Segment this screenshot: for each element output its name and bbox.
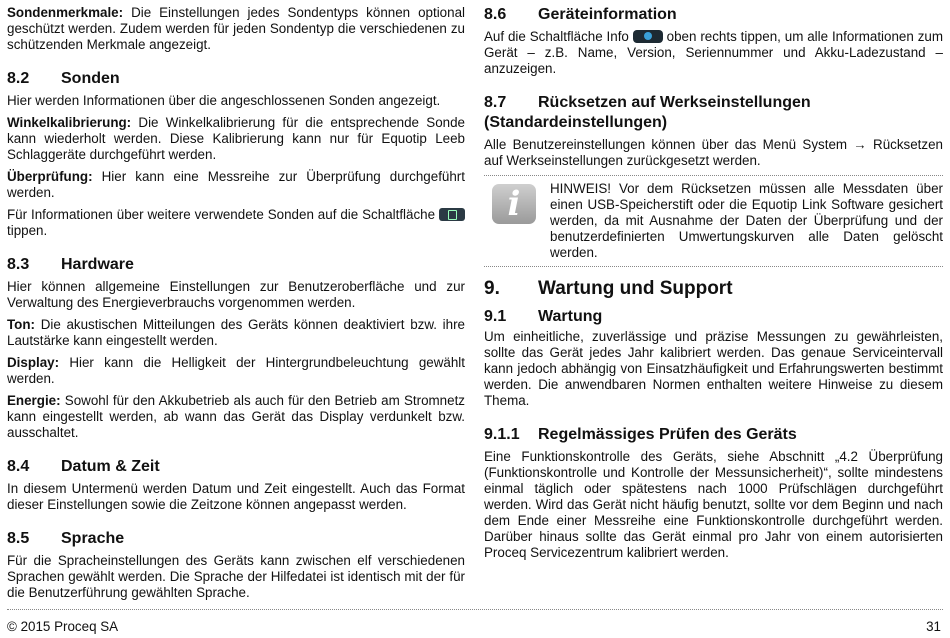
section-heading-8-3 [7,255,465,275]
paragraph: Für die Spracheinstellungen des Geräts kann zwischen elf verschiedenen Sprachen gewählt werden. Die Sprache der Hilfedatei ist identisch mit der für die Benutzerführung gewählten Sprache. [7,553,465,600]
paragraph-sonden-info [7,207,465,239]
paragraph-sondenmerkmale [7,5,465,53]
section-number: 8.3 [7,256,30,273]
paragraph-energie [7,393,465,441]
paragraph: Um einheitliche, zuverlässige und präzise Messungen zu gewährleisten, sollte das Gerät jedes Jahr kalibriert werden. Das genaue Serviceintervall kann jedoch abhängig von Einsatzhäufigkeit und Erfahrungswerten bestimmt werden. Die anwendbaren Normen enthalten weitere Hinweise zu diesem Thema. [484,329,943,408]
term-label: Überprüfung: [7,169,93,184]
section-number: 8.6 [484,6,507,23]
term-label: Energie: [7,393,61,408]
right-column [484,5,943,567]
section-title: Datum & Zeit [61,458,160,475]
section-title: Geräteinformation [538,6,677,23]
info-icon: i [492,184,536,224]
section-number: 9.1.1 [484,426,520,443]
section-number: 8.2 [7,70,30,87]
paragraph-winkelkalibrierung [7,115,465,163]
paragraph-text: Für Informationen über weitere verwendete Sonden auf die Schaltfläche [7,207,436,222]
left-column [7,5,465,607]
section-heading-9-1-1 [484,425,943,445]
footer-divider [7,609,943,610]
paragraph: Alle Benutzereinstellungen können über das Menü System → Rücksetzen auf Werkseinstellungen zurückgesetzt werden. [484,137,943,168]
section-title: Regelmässiges Prüfen des Geräts [538,426,797,443]
section-number: 8.4 [7,458,30,475]
paragraph-text: Hier kann eine Messreihe zur Überprüfung durchgeführt werden. [7,169,465,200]
term-label: Sondenmerkmale: [7,5,124,20]
term-label: Ton: [7,317,36,332]
section-heading-8-5 [7,529,465,549]
paragraph-text: Sowohl für den Akkubetrieb als auch für den Betrieb am Stromnetz kann eingestellt werden, ab wann das Gerät das Display verdunkelt bzw. ausschaltet. [7,393,465,440]
paragraph: Hier werden Informationen über die angeschlossenen Sonden angezeigt. [7,93,441,108]
section-number: 8.7 [484,94,507,111]
term-label: Winkelkalibrierung: [7,115,132,130]
section-title: Hardware [61,256,134,273]
section-heading-8-6 [484,5,943,25]
paragraph-text: Die Einstellungen jedes Sondentyps können optional geschützt werden. Zudem werden für jeden Sondentyp die verschiedenen zu schützenden Merkmale angezeigt. [7,5,465,52]
paragraph-text: Die Winkelkalibrierung für die entsprechende Sonde kann wiederholt werden. Diese Kalibrierung kann nur für Equotip Leeb Schlaggeräte durchgeführt werden. [7,115,465,162]
term-label: Display: [7,355,60,370]
paragraph-text: tippen. [7,223,48,238]
section-number: 9.1 [484,308,507,325]
section-title: Rücksetzen auf Werkseinstellungen (Standardeinstellungen) [484,94,811,131]
section-title: Wartung [538,308,603,325]
paragraph: In diesem Untermenü werden Datum und Zeit eingestellt. Auch das Format dieser Einstellungen sowie die Zeitzone können angepasst werden. [7,481,465,512]
paragraph-ueberpruefung [7,169,465,201]
chapter-heading-9 [484,277,943,301]
paragraph-text: Auf die Schaltfläche Info [484,29,629,44]
section-number: 8.5 [7,530,30,547]
paragraph-display [7,355,465,387]
info-button-icon [633,30,663,43]
paragraph-text: Die akustischen Mitteilungen des Geräts können deaktiviert bzw. ihre Lautstärke kann eingestellt werden. [7,317,465,348]
footer-copyright: © 2015 Proceq SA [7,619,119,634]
section-heading-8-2 [7,69,465,89]
note-text: HINWEIS! Vor dem Rücksetzen müssen alle Messdaten über einen USB-Speicherstift oder die Equotip Link Software gesichert werden, da mit Ausnahme der Daten der Überprüfung und der benutzerdefinierten Umwertungskurven alle Daten gelöscht werden. [550,181,943,260]
section-heading-8-4 [7,457,465,477]
note-box [484,175,943,267]
section-title: Wartung und Support [538,278,733,299]
probe-button-icon [439,208,465,221]
paragraph-geraeteinfo [484,29,943,77]
section-number: 9. [484,278,500,299]
section-heading-8-7 [484,93,943,133]
paragraph: Eine Funktionskontrolle des Geräts, siehe Abschnitt „4.2 Überprüfung (Funktionskontrolle und Kontrolle der Messunsicherheit)“, sollte mindestens einmal täglich oder spätestens nach 1000 Prüfschlägen durchgeführt werden. Wird das Gerät nicht häufig benutzt, sollte vor dem Beginn und nach dem Ende einer Messreihe eine Funktionskontrolle durchgeführt werden. Darüber hinaus sollte das Gerät einmal pro Jahr von einem autorisierten Proceq Servicezentrum kalibriert werden. [484,449,943,560]
page-number: 31 [926,619,941,634]
section-title: Sonden [61,70,120,87]
section-heading-9-1 [484,307,943,327]
paragraph-text: oben rechts tippen, um alle Informationen zum Gerät – z.B. Name, Version, Seriennummer und Akku-Ladezustand – anzuzeigen. [484,29,943,76]
paragraph: Hier können allgemeine Einstellungen zur Benutzeroberfläche und zur Verwaltung des Energieverbrauchs vorgenommen werden. [7,279,465,310]
paragraph-text: Hier kann die Helligkeit der Hintergrundbeleuchtung gewählt werden. [7,355,465,386]
section-title: Sprache [61,530,125,547]
paragraph-ton [7,317,465,349]
